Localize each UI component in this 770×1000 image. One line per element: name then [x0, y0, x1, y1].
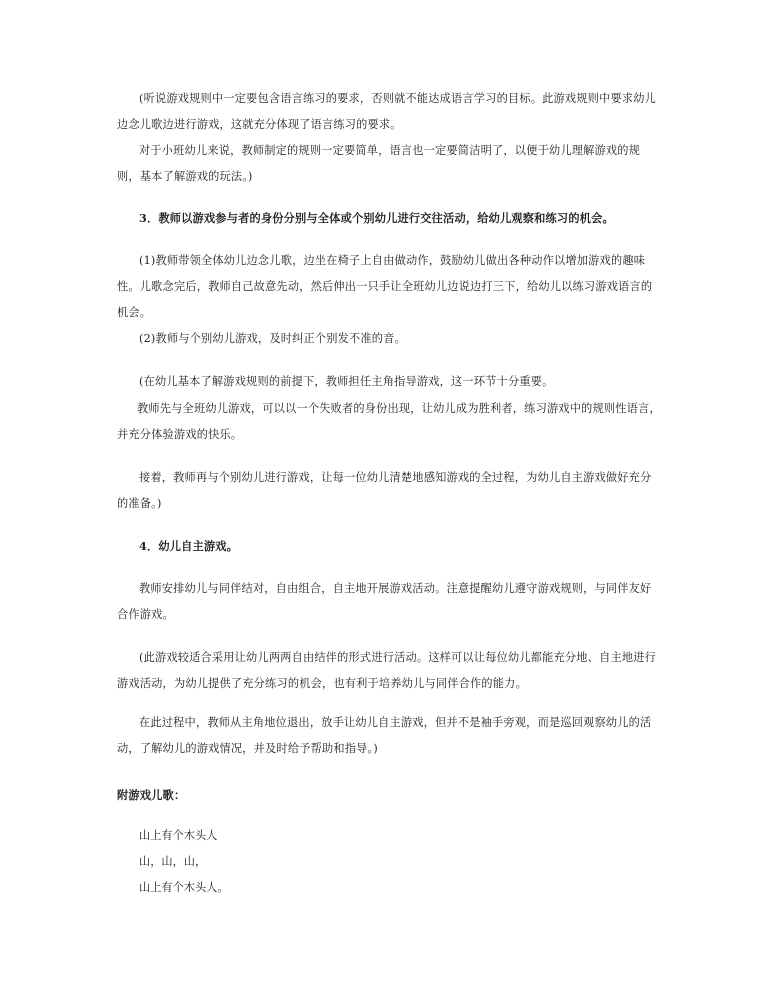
- section-heading-3: 3．教师以游戏参与者的身份分别与全体或个别幼儿进行交往活动，给幼儿观察和练习的机会。: [139, 211, 614, 225]
- song-line: 山，山，山，: [139, 855, 207, 868]
- paragraph-teacher-role: 在此过程中，教师从主角地位退出，放手让幼儿自主游戏，但并不是袖手旁观，而是巡回观察幼儿的活动，了解幼儿的游戏情况，并及时给予帮助和指导。): [117, 716, 652, 755]
- appendix-heading: 附游戏儿歌：: [117, 788, 186, 802]
- song-line: 山上有个木头人。: [139, 881, 229, 894]
- paragraph-note-lead: (在幼儿基本了解游戏规则的前提下，教师担任主角指导游戏，这一环节十分重要。: [139, 375, 554, 388]
- section-heading-4: 4．幼儿自主游戏。: [139, 539, 239, 553]
- paragraph-rule-simple: 对于小班幼儿来说，教师制定的规则一定要简单，语言也一定要简洁明了，以便于幼儿理解游戏的规则，基本了解游戏的玩法。): [117, 144, 641, 183]
- paragraph-rule-language: (听说游戏规则中一定要包含语言练习的要求，否则就不能达成语言学习的目标。此游戏规则中要求幼儿边念儿歌边进行游戏，这就充分体现了语言练习的要求。: [117, 92, 657, 131]
- paragraph-step-2: (2)教师与个别幼儿游戏，及时纠正个别发不准的音。: [139, 332, 406, 345]
- paragraph-pairing-note: (此游戏较适合采用让幼儿两两自由结伴的形式进行活动。这样可以让每位幼儿都能充分地、自主地进行游戏活动，为幼儿提供了充分练习的机会，也有利于培养幼儿与同伴合作的能力。: [117, 651, 657, 690]
- paragraph-note-teacher: 教师先与全班幼儿游戏，可以以一个失败者的身份出现，让幼儿成为胜利者，练习游戏中的规则性语言，并充分体验游戏的快乐。: [117, 402, 661, 441]
- song-line: 山上有个木头人: [139, 829, 218, 842]
- paragraph-pairing: 教师安排幼儿与同伴结对，自由组合，自主地开展游戏活动。注意提醒幼儿遵守游戏规则，与同伴友好合作游戏。: [117, 582, 652, 621]
- paragraph-note-next: 接着，教师再与个别幼儿进行游戏，让每一位幼儿清楚地感知游戏的全过程，为幼儿自主游戏做好充分的准备。): [117, 471, 652, 510]
- paragraph-step-1: (1)教师带领全体幼儿边念儿歌，边坐在椅子上自由做动作，鼓励幼儿做出各种动作以增加游戏的趣味性。儿歌念完后，教师自己故意先动，然后伸出一只手让全班幼儿边说边打三下，给幼儿以练习游戏语言的机会。: [117, 254, 653, 319]
